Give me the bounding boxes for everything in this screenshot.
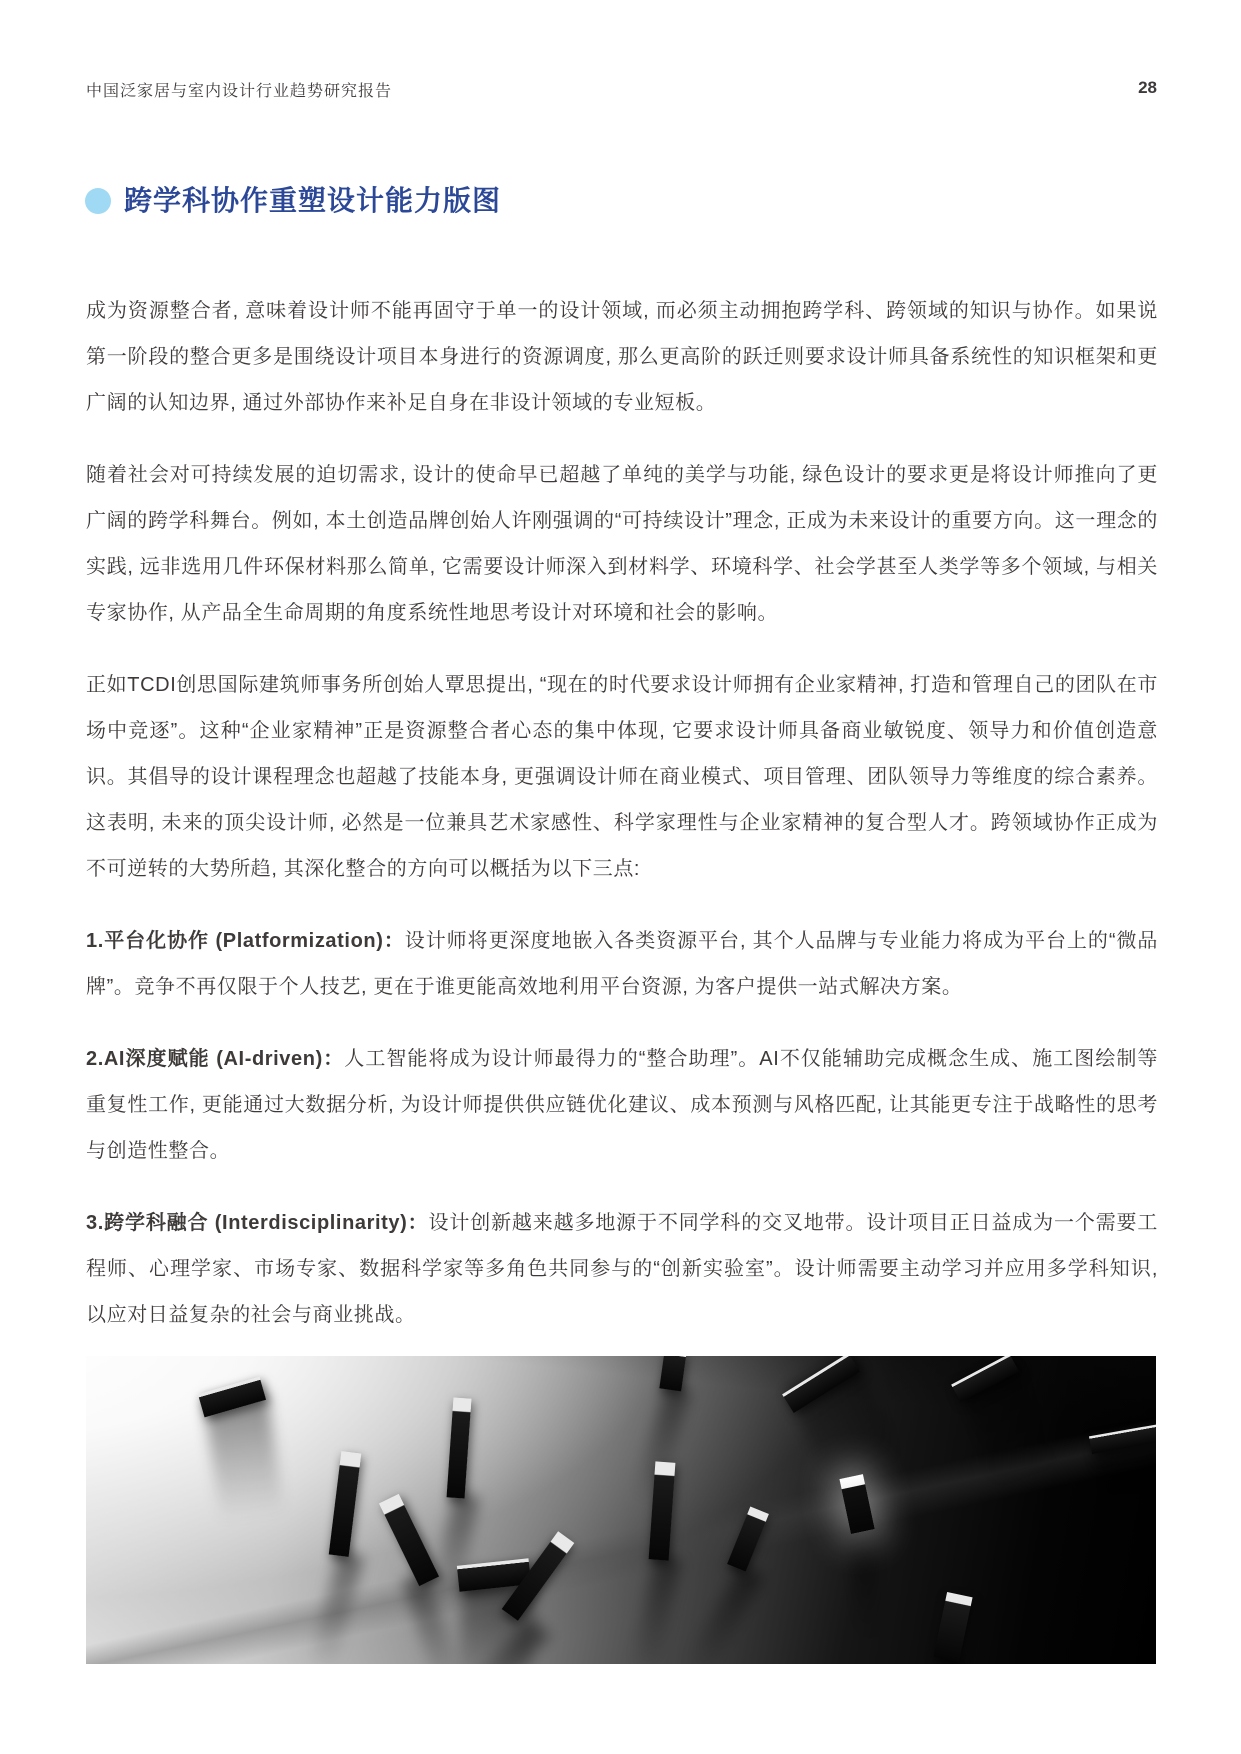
image-shadow-streak: [308, 1550, 364, 1664]
point-paragraph: [86, 1036, 1158, 1174]
image-block: [659, 1356, 686, 1391]
section-title: 跨学科协作重塑设计能力版图: [124, 185, 502, 216]
article-body: [86, 288, 1158, 1364]
image-block: [933, 1592, 972, 1662]
report-title: 中国泛家居与室内设计行业趋势研究报告: [86, 83, 393, 100]
article-image: [86, 1356, 1156, 1664]
image-shadow-streak: [631, 1554, 681, 1664]
image-block: [727, 1507, 769, 1572]
point-text: 设计师将更深度地嵌入各类资源平台, 其个人品牌与专业能力将成为平台上的“微品牌”。竞争不再仅限于个人技艺, 更在于谁更能高效地利用平台资源, 为客户提供一站式解决方案。: [86, 930, 1158, 998]
point-text: 人工智能将成为设计师最得力的“整合助理”。AI不仅能辅助完成概念生成、施工图绘制等重复性工作, 更能通过大数据分析, 为设计师提供供应链优化建议、成本预测与风格匹配, 让其能更专注于战略性的思考与创造性整合。: [86, 1048, 1158, 1162]
paragraph: 随着社会对可持续发展的迫切需求, 设计的使命早已超越了单纯的美学与功能, 绿色设计的要求更是将设计师推向了更广阔的跨学科舞台。例如, 本土创造品牌创始人许刚强调的“可持续设计”理念, 正成为未来设计的重要方向。这一理念的实践, 远非选用几件环保材料那么简单, 它需要设计师深入到材料学、环境科学、社会学甚至人类学等多个领域, 与相关专家协作, 从产品全生命周期的角度系统性地思考设计对环境和社会的影响。: [86, 464, 1158, 624]
point-paragraph: [86, 1200, 1158, 1338]
page-number: 28: [1138, 78, 1157, 97]
point-paragraph: [86, 918, 1158, 1010]
paragraph: 正如TCDI创思国际建筑师事务所创始人覃思提出, “现在的时代要求设计师拥有企业家精神, 打造和管理自己的团队在市场中竞逐”。这种“企业家精神”正是资源整合者心态的集中体现, 它要求设计师具备商业敏锐度、领导力和价值创造意识。其倡导的设计课程理念也超越了技能本身, 更强调设计师在商业模式、项目管理、团队领导力等维度的综合素养。这表明, 未来的顶尖设计师, 必然是一位兼具艺术家感性、科学家理性与企业家精神的复合型人才。跨领域协作正成为不可逆转的大势所趋, 其深化整合的方向可以概括为以下三点:: [86, 674, 1158, 880]
bullet-dot-icon: [85, 188, 111, 214]
image-block: [839, 1474, 874, 1534]
point-lead: 2.AI深度赋能 (AI-driven)：: [86, 1048, 345, 1070]
image-shadow-streak: [1094, 1439, 1156, 1561]
image-block: [447, 1397, 472, 1498]
image-block: [379, 1494, 439, 1586]
image-shadow-streak: [682, 1564, 765, 1664]
point-lead: 1.平台化协作 (Platformization)：: [86, 930, 405, 952]
page-header: [86, 78, 1157, 101]
point-lead: 3.跨学科融合 (Interdisciplinarity)：: [86, 1212, 429, 1234]
image-shadow-streak: [849, 1524, 883, 1646]
point-text: 设计创新越来越多地源于不同学科的交叉地带。设计项目正日益成为一个需要工程师、心理学家、市场专家、数据科学家等多角色共同参与的“创新实验室”。设计师需要主动学习并应用多学科知识, 以应对日益复杂的社会与商业挑战。: [86, 1212, 1159, 1326]
section-heading: [85, 186, 501, 217]
paragraph: 成为资源整合者, 意味着设计师不能再固守于单一的设计领域, 而必须主动拥抱跨学科、跨领域的知识与协作。如果说第一阶段的整合更多是围绕设计项目本身进行的资源调度, 那么更高阶的跃迁则要求设计师具备系统性的知识框架和更广阔的认知边界, 通过外部协作来补足自身在非设计领域的专业短板。: [86, 300, 1158, 414]
image-block: [329, 1451, 362, 1557]
